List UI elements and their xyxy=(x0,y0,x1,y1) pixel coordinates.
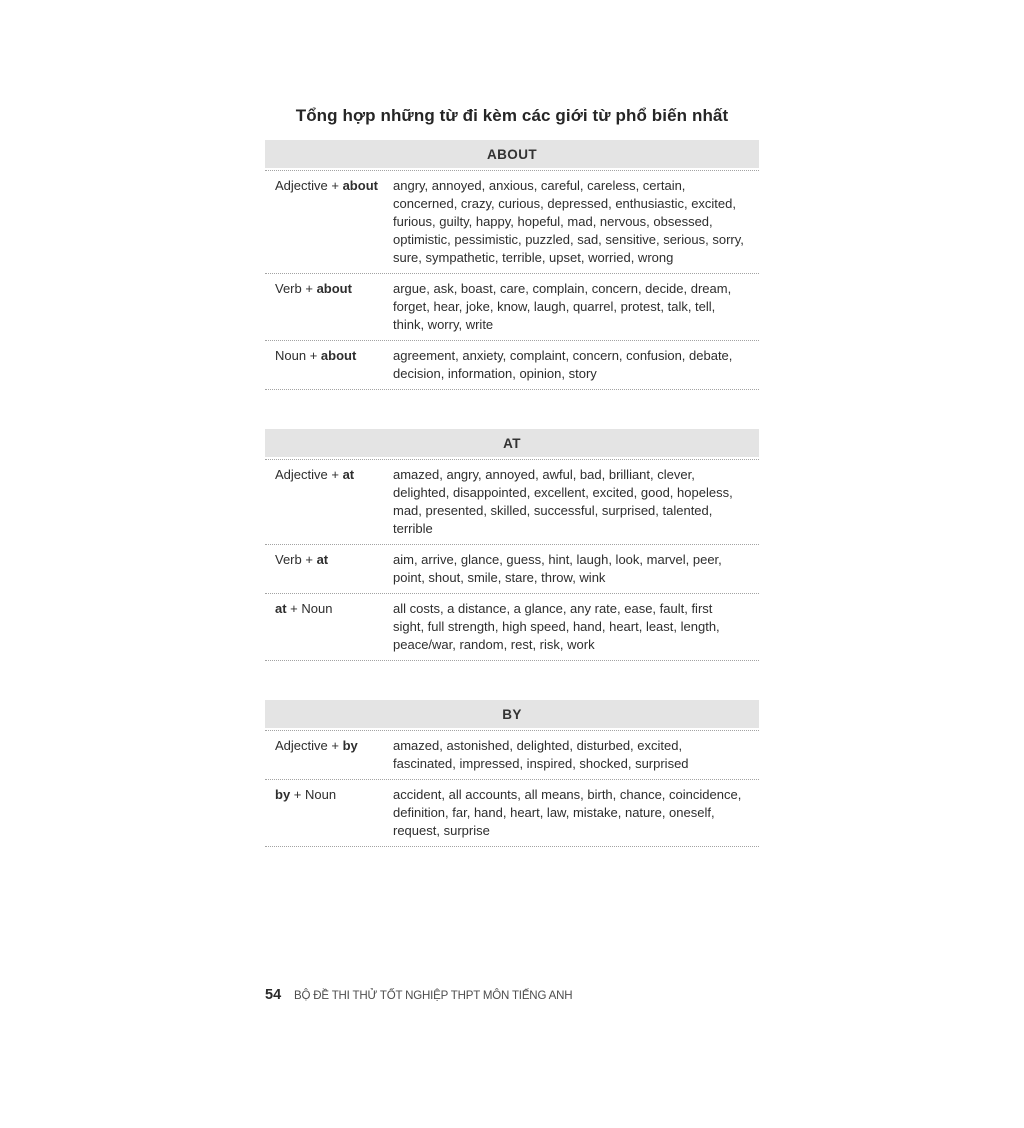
table-row xyxy=(265,274,759,341)
table-row xyxy=(265,171,759,274)
footer-page-number: 54 xyxy=(265,987,282,1003)
section-header-label: AT xyxy=(503,435,521,451)
tables-area xyxy=(265,140,759,847)
document-page xyxy=(0,104,1024,1128)
page-title: Tổng hợp những từ đi kèm các giới từ phổ biến nhất xyxy=(295,106,729,125)
section-rows xyxy=(265,170,759,390)
row-words: angry, annoyed, anxious, careful, careless, certain, concerned, crazy, curious, depressed, enthusiastic, excited, furious, guilty, happy, hopeful, mad, nervous, obsessed, optimistic, pessimistic, puzzled, sad, sensitive, serious, sorry, sure, sympathetic, terrible, upset, worried, wrong xyxy=(393,178,744,265)
table-row xyxy=(265,780,759,847)
row-words: aim, arrive, glance, guess, hint, laugh, look, marvel, peer, point, shout, smile, stare, throw, wink xyxy=(393,552,722,585)
row-label: Noun + about xyxy=(275,348,357,363)
section-rows xyxy=(265,459,759,661)
row-words: agreement, anxiety, complaint, concern, confusion, debate, decision, information, opinion, story xyxy=(393,348,733,381)
row-label: by + Noun xyxy=(275,787,337,802)
row-label: Verb + about xyxy=(275,281,352,296)
row-label: at + Noun xyxy=(275,601,333,616)
table-row xyxy=(265,341,759,390)
table-row xyxy=(265,545,759,594)
section-header-label: ABOUT xyxy=(487,146,537,162)
section-header-label: BY xyxy=(502,706,522,722)
row-words: amazed, angry, annoyed, awful, bad, brilliant, clever, delighted, disappointed, excellent, excited, good, hopeless, mad, presented, skilled, successful, surprised, talented, terrible xyxy=(393,467,733,536)
section-rows xyxy=(265,730,759,847)
table-row xyxy=(265,731,759,780)
footer-book-title: BỘ ĐỀ THI THỬ TỐT NGHIỆP THPT MÔN TIẾNG ANH xyxy=(294,988,573,1002)
section-header xyxy=(265,140,759,168)
row-words: argue, ask, boast, care, complain, concern, decide, dream, forget, hear, joke, know, laugh, quarrel, protest, talk, tell, think, worry, write xyxy=(393,281,732,332)
table-row xyxy=(265,594,759,661)
preposition-section xyxy=(265,700,759,847)
row-label: Adjective + about xyxy=(275,178,378,193)
row-words: amazed, astonished, delighted, disturbed, excited, fascinated, impressed, inspired, shocked, surprised xyxy=(393,738,689,771)
table-row xyxy=(265,460,759,545)
row-label: Adjective + at xyxy=(275,467,355,482)
row-label: Verb + at xyxy=(275,552,329,567)
row-words: accident, all accounts, all means, birth, chance, coincidence, definition, far, hand, heart, law, mistake, nature, oneself, request, surprise xyxy=(393,787,742,838)
section-header xyxy=(265,429,759,457)
row-words: all costs, a distance, a glance, any rate, ease, fault, first sight, full strength, high speed, hand, heart, least, length, peace/war, random, rest, risk, work xyxy=(393,601,720,652)
row-label: Adjective + by xyxy=(275,738,358,753)
page-content xyxy=(265,104,759,1003)
section-header xyxy=(265,700,759,728)
page-footer xyxy=(265,987,759,1003)
preposition-section xyxy=(265,429,759,661)
preposition-section xyxy=(265,140,759,390)
